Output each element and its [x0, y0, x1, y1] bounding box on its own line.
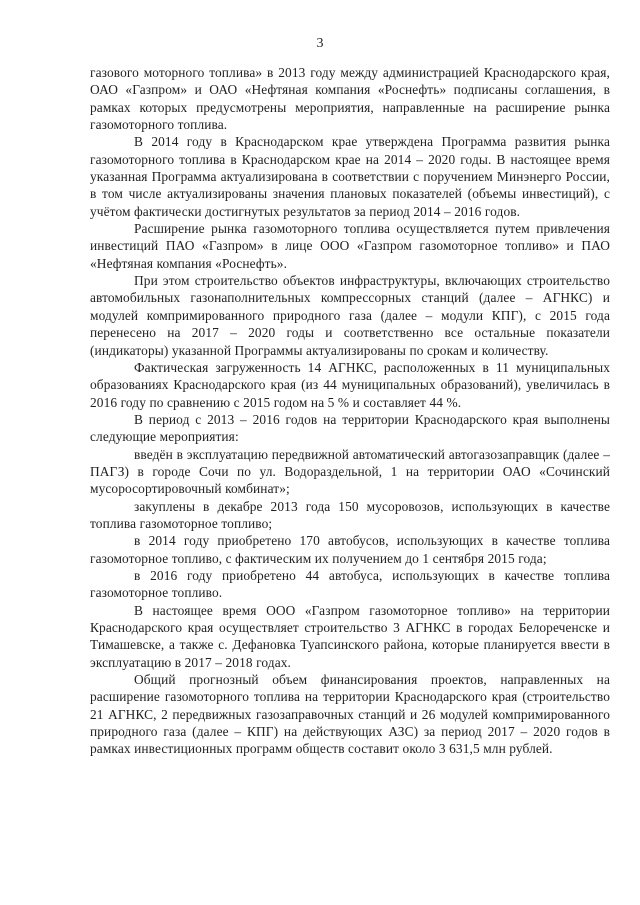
paragraph-financing: Общий прогнозный объем финансирования проектов, направленных на расширение газомоторного топлива на территории Краснодарского края (строительство 21 АГНКС, 2 передвижных газозаправочных станций и 26 модулей компримированного природного газа (далее – КПГ) на действующих АЗС) за период 2017 – 2020 годов в рамках инвестиционных программ обществ составит около 3 631,5 млн рублей. [90, 672, 610, 757]
list-item-garbage-trucks: закуплены в декабре 2013 года 150 мусоровозов, использующих в качестве топлива газомоторное топливо; [90, 498, 610, 531]
paragraph-continuation: газового моторного топлива» в 2013 году между администрацией Краснодарского края, ОАО «Газпром» и ОАО «Нефтяная компания «Роснефть» подписаны соглашения, в рамках которых предусмотрены мероприятия, направленные на расширение рынка газомоторного топлива. [90, 65, 610, 133]
paragraph-agnks-load: Фактическая загруженность 14 АГНКС, расположенных в 11 муниципальных образованиях Краснодарского края (из 44 муниципальных образований), увеличилась в 2016 году по сравнению с 2015 годом на 5 % и составляет 44 %. [90, 359, 610, 410]
list-item-pagz: введён в эксплуатацию передвижной автоматический автогазозаправщик (далее – ПАГЗ) в городе Сочи по ул. Водораздельной, 1 на территории ОАО «Сочинский мусоросортировочный комбинат»; [90, 446, 610, 497]
paragraph-program-2014: В 2014 году в Краснодарском крае утверждена Программа развития рынка газомоторного топлива в Краснодарском крае на 2014 – 2020 годы. В настоящее время указанная Программа актуализирована в соответствии с поручением Минэнерго России, в том числе актуализированы значения плановых показателей (объемы инвестиций), с учётом фактически достигнутых результатов за период 2014 – 2016 годов. [90, 134, 610, 219]
paragraph-current-construction: В настоящее время ООО «Газпром газомоторное топливо» на территории Краснодарского края осуществляет строительство 3 АГНКС в городах Белореченске и Тимашевске, а также с. Дефановка Туапсинского района, которые планируется ввести в эксплуатацию в 2017 – 2018 годах. [90, 602, 610, 670]
paragraph-market-expansion: Расширение рынка газомоторного топлива осуществляется путем привлечения инвестиций ПАО «Газпром» в лице ООО «Газпром газомоторное топливо» и ПАО «Нефтяная компания «Роснефть». [90, 221, 610, 271]
list-item-buses-2014: в 2014 году приобретено 170 автобусов, использующих в качестве топлива газомоторное топливо, с фактическим их получением до 1 сентября 2015 года; [90, 533, 610, 566]
document-body [90, 64, 610, 758]
paragraph-measures-intro: В период с 2013 – 2016 годов на территории Краснодарского края выполнены следующие мероприятия: [90, 411, 610, 445]
list-item-buses-2016: в 2016 году приобретено 44 автобуса, использующих в качестве топлива газомоторное топливо. [90, 567, 610, 601]
paragraph-infrastructure: При этом строительство объектов инфраструктуры, включающих строительство автомобильных газонаполнительных компрессорных станций (далее – АГНКС) и модулей компримированного природного газа (далее – модули КПГ), с 2015 года перенесено на 2017 – 2020 годы и соответственно все остальные показатели (индикаторы) указанной Программы актуализированы по срокам и количеству. [90, 273, 610, 358]
page-number: 3 [316, 36, 324, 51]
